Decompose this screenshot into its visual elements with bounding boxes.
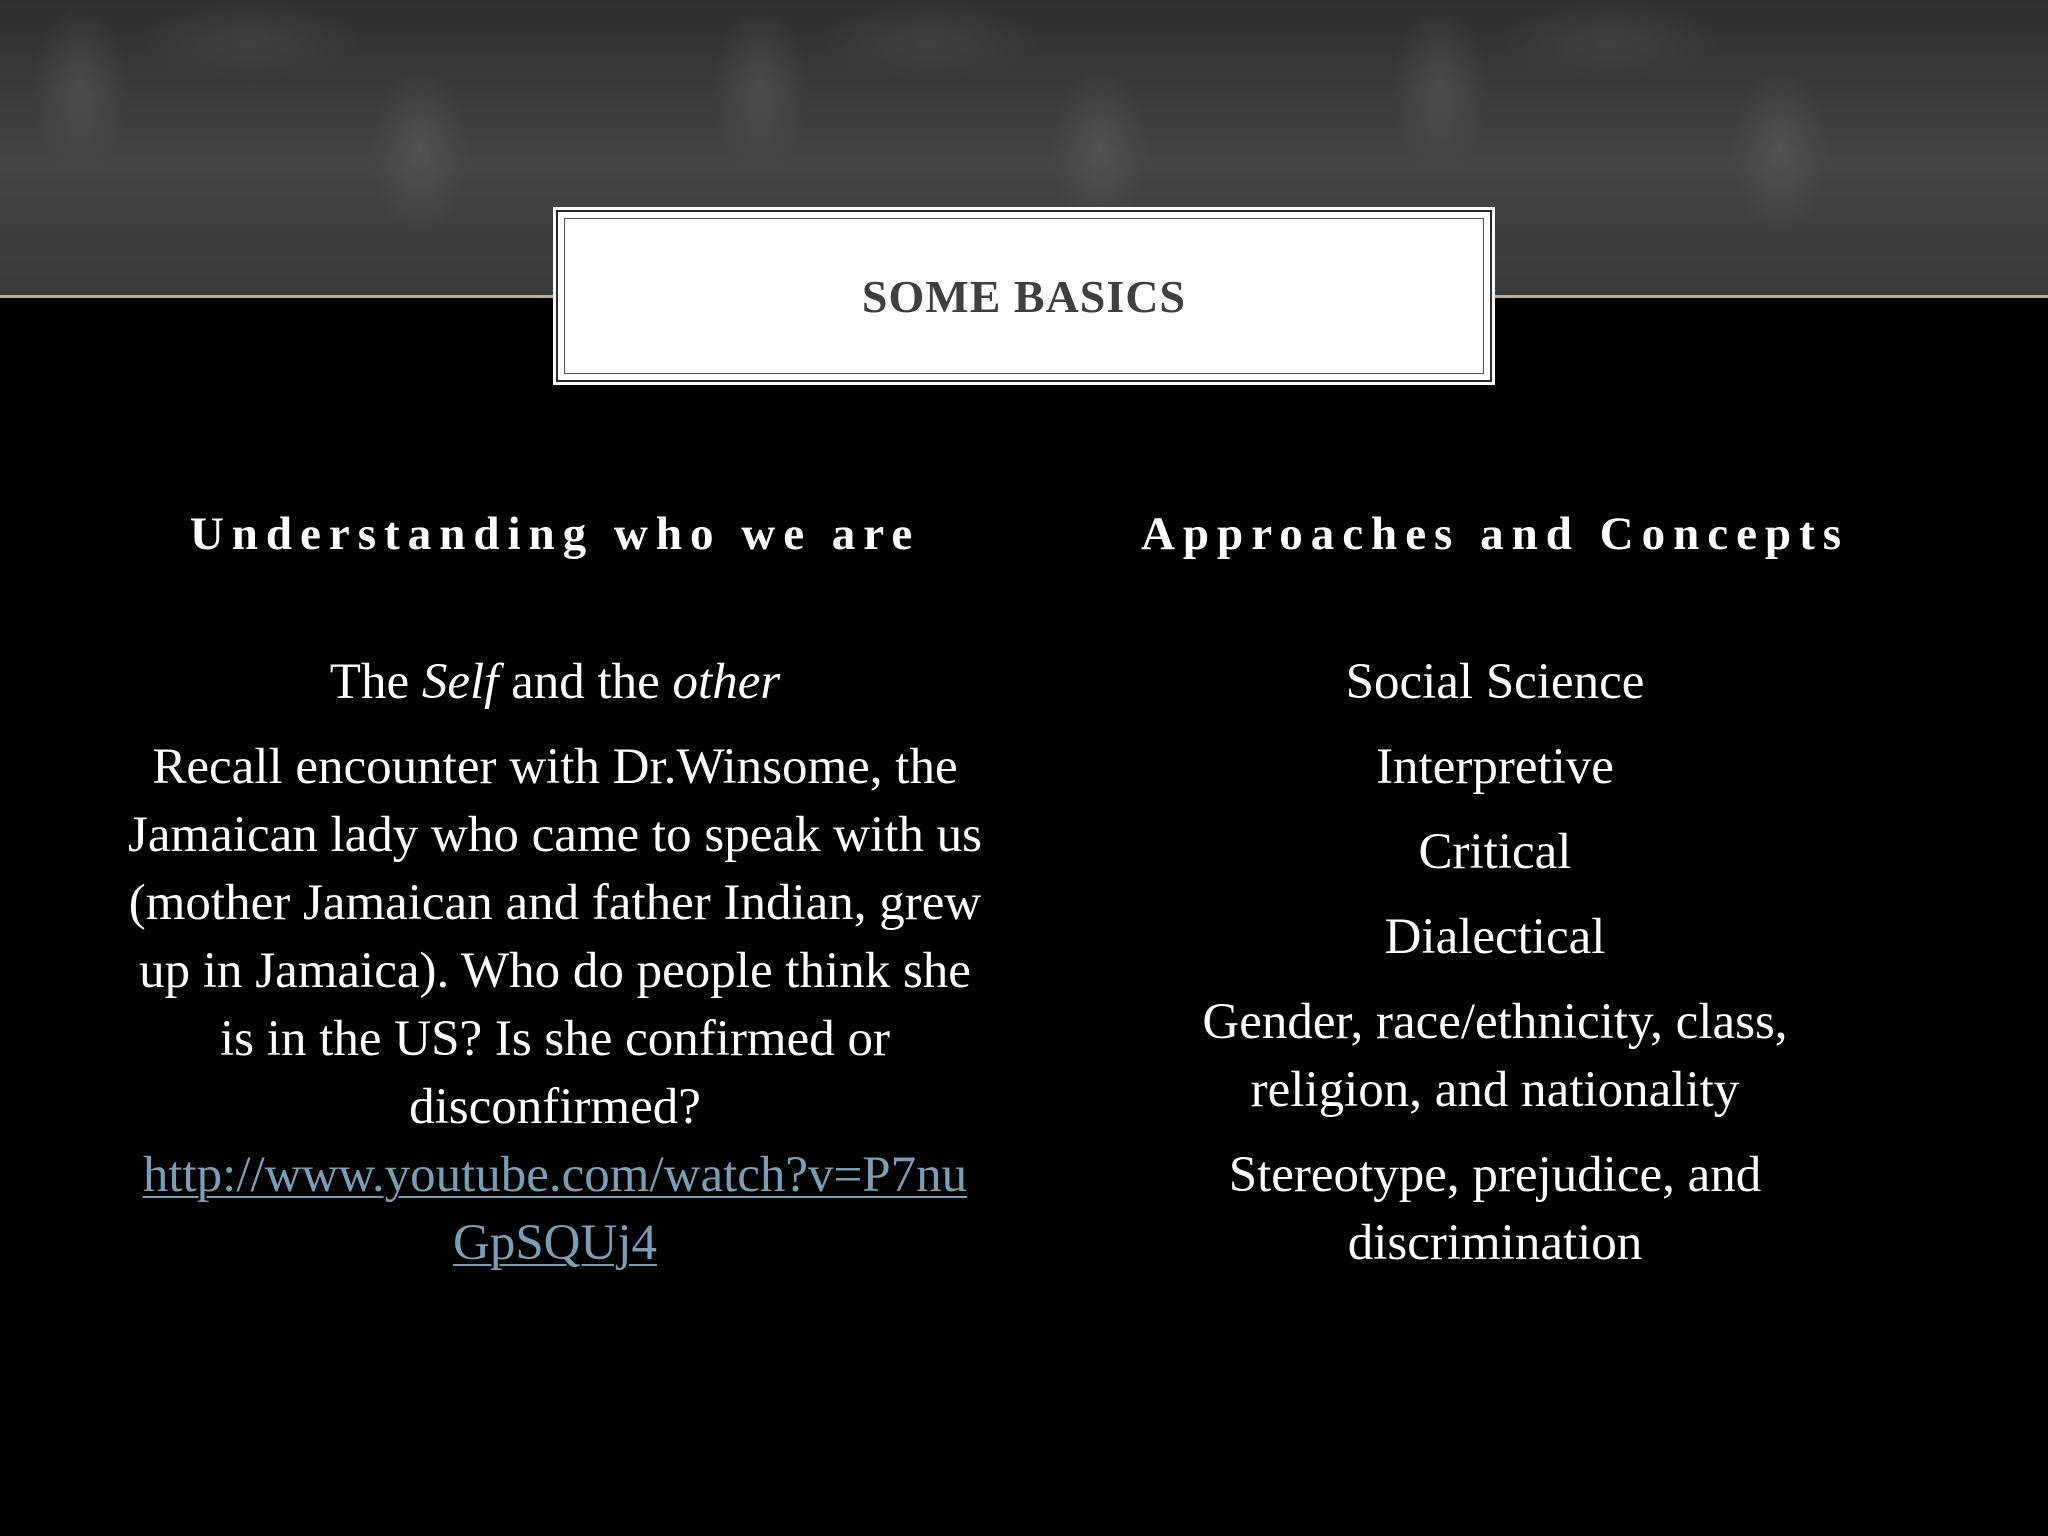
concept-item: Stereotype, prejudice, and discrimination <box>1228 1147 1762 1271</box>
right-column-body <box>1100 648 1890 1277</box>
right-column <box>1100 500 1890 1294</box>
left-column-heading: Understanding who we are <box>189 508 921 560</box>
left-column <box>120 500 990 1277</box>
title-box <box>556 210 1492 382</box>
video-link-line <box>120 1141 990 1277</box>
youtube-link[interactable]: http://www.youtube.com/watch?v=P7nuGpSQUj4 <box>142 1147 968 1271</box>
concept-item: Critical <box>1418 824 1572 880</box>
slide-title: SOME BASICS <box>861 270 1187 322</box>
concept-item: Dialectical <box>1384 909 1606 965</box>
concept-item: Gender, race/ethnicity, class, religion, and nationality <box>1202 994 1788 1118</box>
concept-item: Social Science <box>1345 654 1645 710</box>
other-word: other <box>672 654 781 710</box>
self-other-line: The Self and the other <box>329 654 781 710</box>
right-column-heading: Approaches and Concepts <box>1140 508 1850 560</box>
encounter-paragraph: Recall encounter with Dr.Winsome, the Jamaican lady who came to speak with us (mother Jamaican and father Indian, grew up in Jamaica). Who do people think she is in the US? Is she confirmed or disconfirmed? <box>127 739 982 1135</box>
left-column-body <box>120 648 990 1277</box>
concept-item: Interpretive <box>1376 739 1614 795</box>
self-word: Self <box>421 654 499 710</box>
